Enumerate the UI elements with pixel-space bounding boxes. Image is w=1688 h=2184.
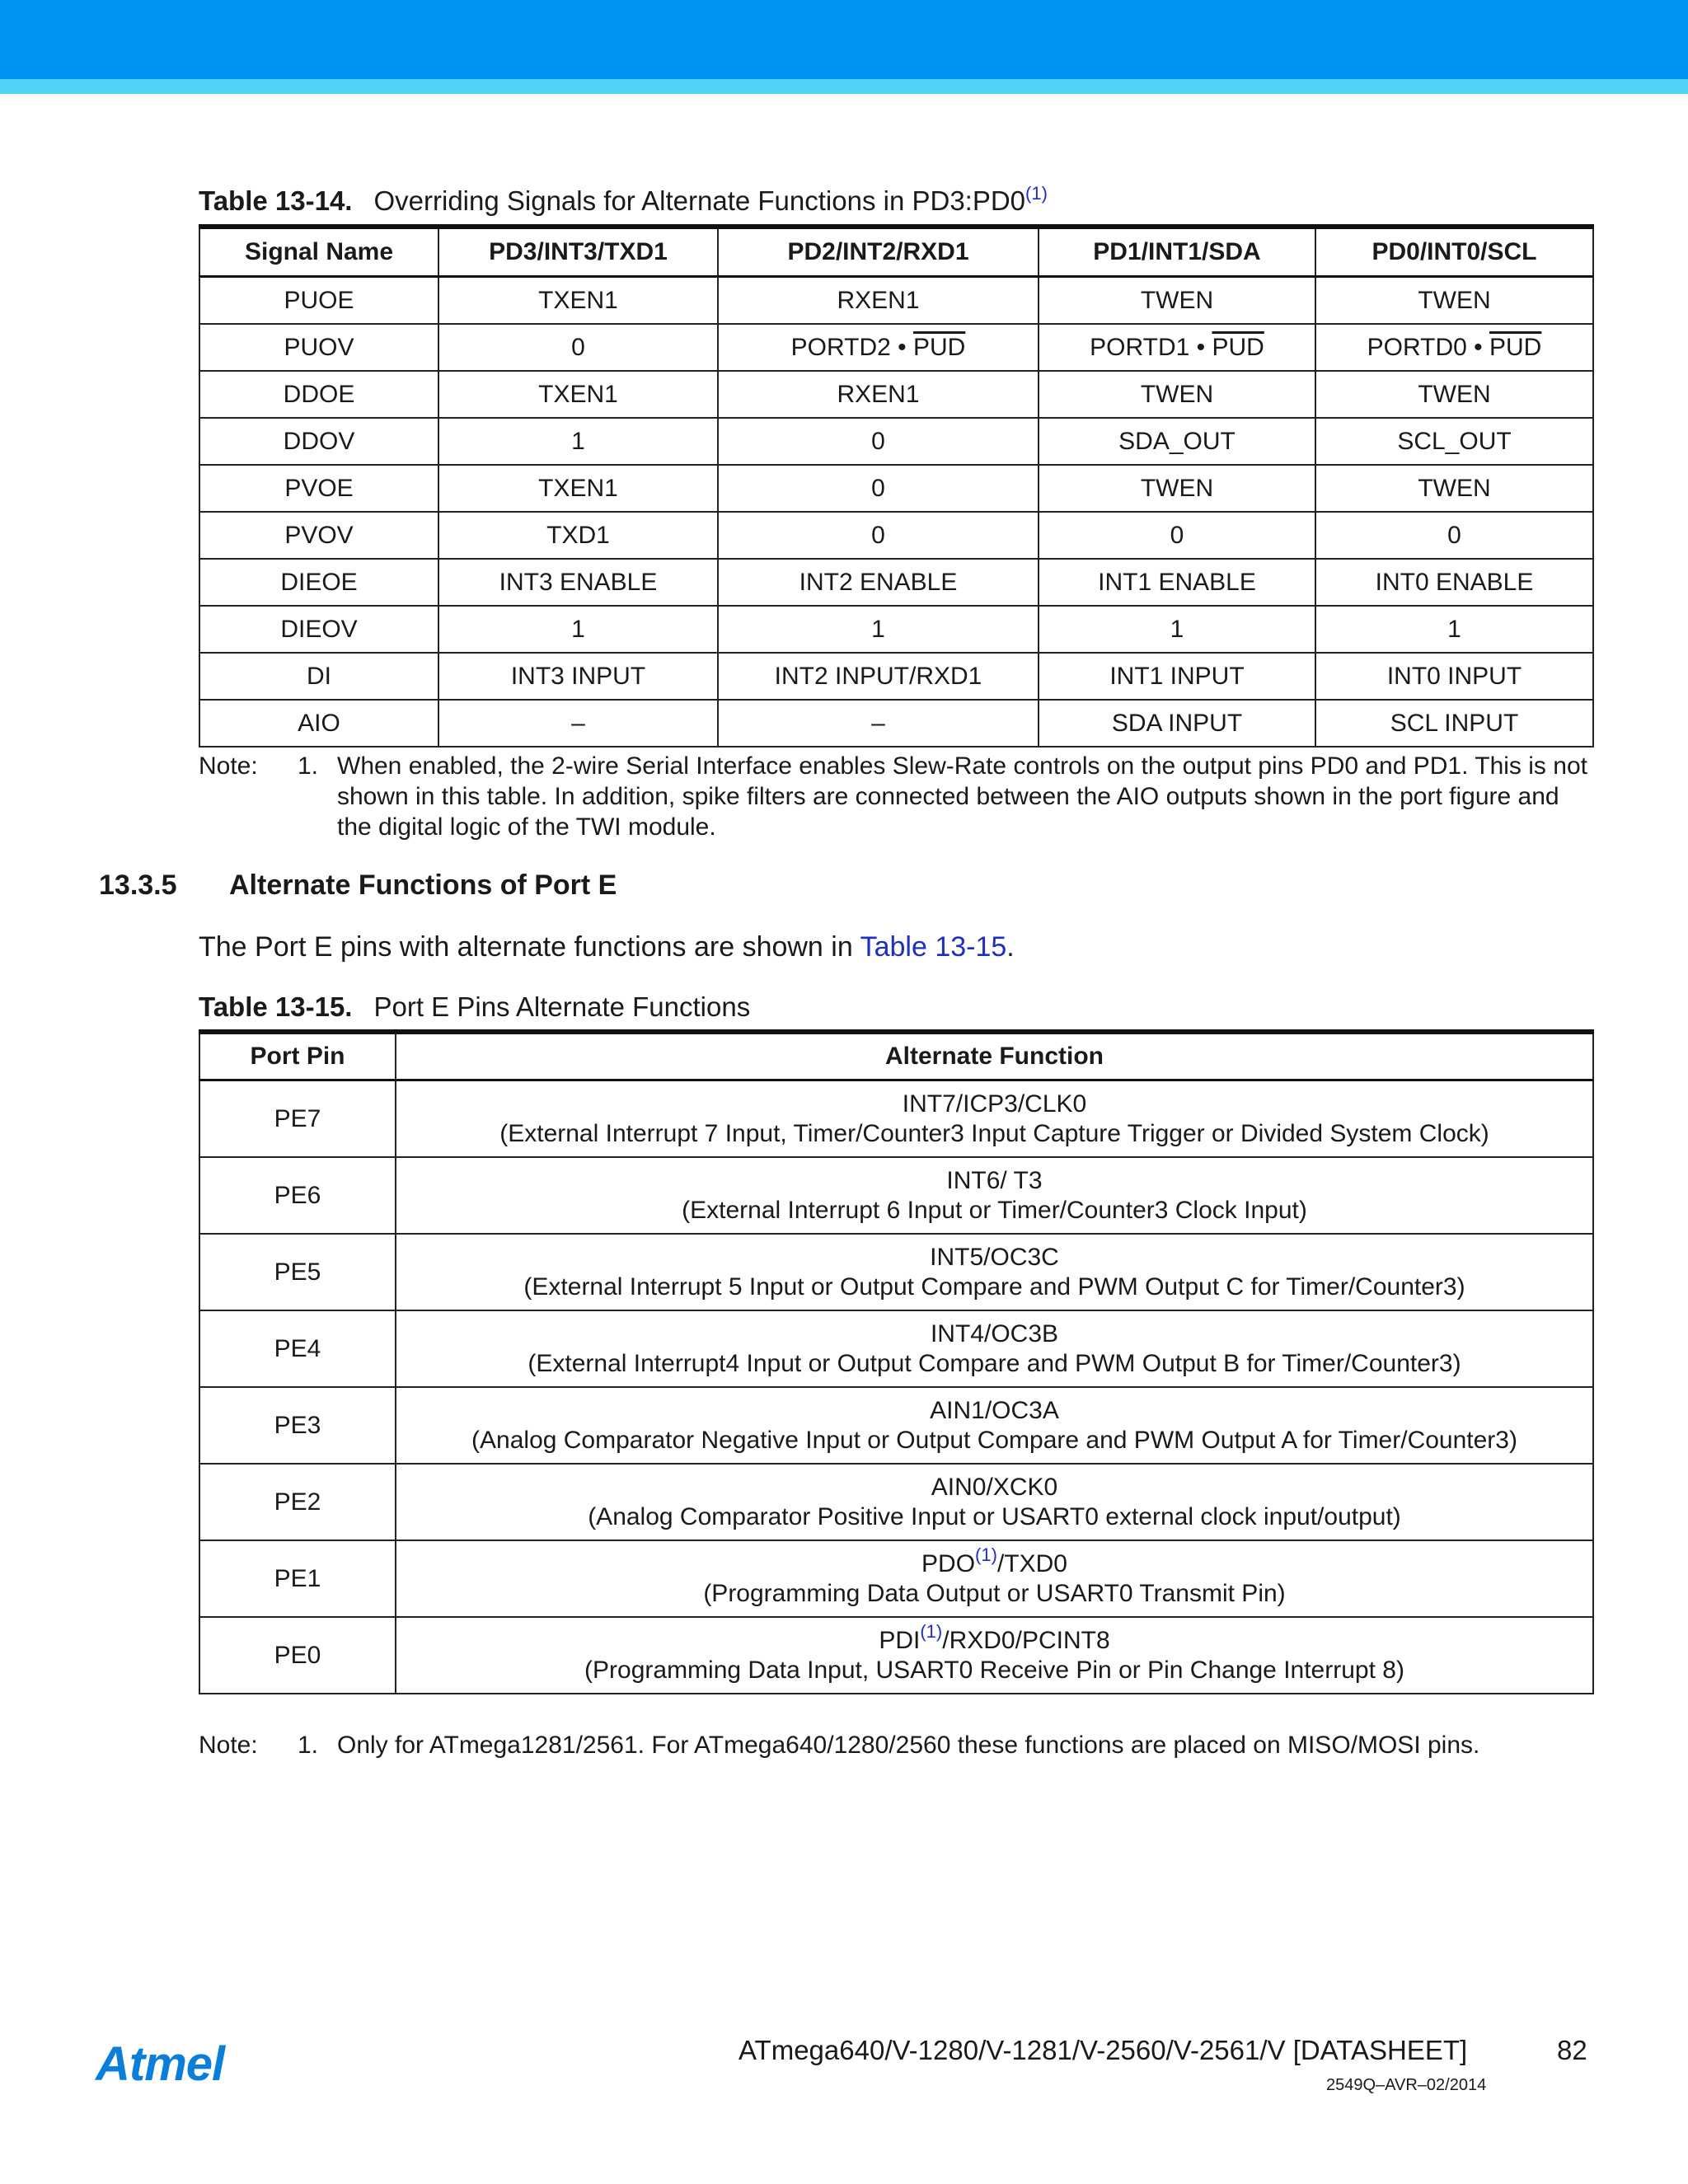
table-cell: TWEN <box>1315 371 1593 418</box>
table-row <box>199 700 1593 747</box>
alternate-function-cell <box>396 1617 1593 1694</box>
alternate-function-cell <box>396 1387 1593 1464</box>
signal-name-cell: DIEOE <box>199 559 438 606</box>
page-number: 82 <box>1557 2035 1587 2065</box>
paragraph-end: . <box>1006 931 1015 963</box>
table-cell: INT2 ENABLE <box>718 559 1039 606</box>
table-cell: TWEN <box>1315 465 1593 512</box>
table-cell: 1 <box>438 606 718 653</box>
table-cell: 1 <box>1315 606 1593 653</box>
function-name <box>396 1166 1592 1196</box>
table-row <box>199 653 1593 700</box>
table-cell: SCL_OUT <box>1315 418 1593 465</box>
table-cell: 0 <box>1315 512 1593 559</box>
table-cell: 1 <box>1039 606 1315 653</box>
function-description: (Analog Comparator Positive Input or USART0 external clock input/output) <box>588 1502 1401 1530</box>
table-header-row <box>199 227 1593 277</box>
function-name <box>396 1396 1592 1426</box>
table-cell: 0 <box>718 512 1039 559</box>
signal-name-cell: PVOE <box>199 465 438 512</box>
function-text: INT4/OC3B <box>930 1319 1059 1347</box>
document-title: ATmega640/V-1280/V-1281/V-2560/V-2561/V [DATASHEET] <box>738 2035 1468 2065</box>
cell-text: PORTD1 • <box>1090 333 1212 361</box>
note-number: 1. <box>298 1732 319 1759</box>
section-number: 13.3.5 <box>99 869 177 901</box>
document-code: 2549Q–AVR–02/2014 <box>1326 2076 1487 2094</box>
footnote-ref[interactable]: (1) <box>975 1544 997 1565</box>
table-cell: INT2 INPUT/RXD1 <box>718 653 1039 700</box>
port-pin-cell: PE3 <box>199 1387 396 1464</box>
table-cell: INT1 ENABLE <box>1039 559 1315 606</box>
function-text: INT7/ICP3/CLK0 <box>902 1090 1087 1118</box>
alternate-function-cell <box>396 1234 1593 1310</box>
table-cell: TWEN <box>1315 277 1593 325</box>
function-text: AIN0/XCK0 <box>931 1473 1058 1501</box>
table-cell: SCL INPUT <box>1315 700 1593 747</box>
function-name <box>396 1473 1592 1502</box>
table-cell: TXD1 <box>438 512 718 559</box>
table-row <box>199 1157 1593 1234</box>
table-cell: TXEN1 <box>438 371 718 418</box>
table-row <box>199 606 1593 653</box>
caption-number: Table 13-15. <box>199 991 353 1022</box>
header-stripe <box>0 79 1688 94</box>
table-13-14-note <box>199 751 1592 842</box>
table-row <box>199 465 1593 512</box>
column-header: PD0/INT0/SCL <box>1315 227 1593 277</box>
caption-number: Table 13-14. <box>199 185 353 216</box>
function-text: INT6/ T3 <box>946 1166 1043 1194</box>
function-description: (Analog Comparator Negative Input or Output Compare and PWM Output A for Timer/Counter3) <box>471 1426 1517 1454</box>
footnote-ref[interactable]: (1) <box>1025 183 1048 204</box>
table-cell: INT1 INPUT <box>1039 653 1315 700</box>
alternate-function-cell <box>396 1464 1593 1540</box>
function-text: PDI <box>879 1626 921 1654</box>
table-row <box>199 1310 1593 1387</box>
table-cell <box>1039 324 1315 371</box>
table-cell: TXEN1 <box>438 465 718 512</box>
port-pin-cell: PE1 <box>199 1540 396 1617</box>
note-label: Note: <box>199 752 258 780</box>
table-13-14-caption <box>199 185 1592 218</box>
function-description: (Programming Data Output or USART0 Transmit Pin) <box>703 1579 1286 1607</box>
function-text: AIN1/OC3A <box>930 1396 1059 1424</box>
atmel-logo: Atmel <box>96 2037 225 2091</box>
column-header: Alternate Function <box>396 1032 1593 1080</box>
table-row <box>199 1387 1593 1464</box>
table-13-15-caption <box>199 991 1592 1024</box>
table-row <box>199 277 1593 325</box>
function-text: INT5/OC3C <box>930 1243 1059 1271</box>
pud-overline: $\overline{PUD}$ <box>1489 333 1542 361</box>
function-description: (External Interrupt 5 Input or Output Compare and PWM Output C for Timer/Counter3) <box>523 1272 1465 1301</box>
function-description: (External Interrupt 7 Input, Timer/Counter3 Input Capture Trigger or Divided System Clock) <box>499 1119 1489 1147</box>
column-header: Signal Name <box>199 227 438 277</box>
function-name <box>396 1319 1592 1349</box>
port-pin-cell: PE0 <box>199 1617 396 1694</box>
table-cell: INT3 ENABLE <box>438 559 718 606</box>
note-text: Only for ATmega1281/2561. For ATmega640/1280/2560 these functions are placed on MISO/MOSI pins. <box>337 1732 1480 1759</box>
table-cell: INT0 ENABLE <box>1315 559 1593 606</box>
table-row <box>199 559 1593 606</box>
table-cell: 0 <box>718 465 1039 512</box>
alternate-function-cell <box>396 1080 1593 1158</box>
table-cell: 1 <box>718 606 1039 653</box>
alternate-function-cell <box>396 1157 1593 1234</box>
signal-name-cell: DDOV <box>199 418 438 465</box>
function-text-rest: /RXD0/PCINT8 <box>942 1626 1110 1654</box>
table-cell: 0 <box>1039 512 1315 559</box>
function-text-rest: /TXD0 <box>996 1549 1067 1577</box>
table-link[interactable]: Table 13-15 <box>860 931 1007 963</box>
column-header: PD2/INT2/RXD1 <box>718 227 1039 277</box>
function-name <box>396 1090 1592 1119</box>
function-name <box>396 1544 1592 1579</box>
function-description: (Programming Data Input, USART0 Receive Pin or Pin Change Interrupt 8) <box>584 1656 1404 1684</box>
note-text: When enabled, the 2-wire Serial Interface enables Slew-Rate controls on the output pins PD0 and PD1. This is not shown in this table. In addition, spike filters are connected between the AIO outputs shown in the port figure and the digital logic of the TWI module. <box>337 752 1587 841</box>
alternate-function-cell <box>396 1310 1593 1387</box>
table-cell <box>718 324 1039 371</box>
cell-text: PORTD2 • <box>790 333 913 361</box>
body-paragraph <box>199 930 1015 964</box>
port-pin-cell: PE5 <box>199 1234 396 1310</box>
table-row <box>199 324 1593 371</box>
alternate-function-cell <box>396 1540 1593 1617</box>
section-title: Alternate Functions of Port E <box>229 869 617 901</box>
table-row <box>199 1540 1593 1617</box>
note-label: Note: <box>199 1732 258 1759</box>
table-row <box>199 371 1593 418</box>
table-cell: SDA INPUT <box>1039 700 1315 747</box>
pud-overline: $\overline{PUD}$ <box>912 333 966 361</box>
signal-name-cell: PUOV <box>199 324 438 371</box>
signal-name-cell: PUOE <box>199 277 438 325</box>
table-cell: 0 <box>438 324 718 371</box>
table-cell: TWEN <box>1039 371 1315 418</box>
table-cell: INT3 INPUT <box>438 653 718 700</box>
signal-name-cell: DDOE <box>199 371 438 418</box>
signal-name-cell: PVOV <box>199 512 438 559</box>
port-pin-cell: PE4 <box>199 1310 396 1387</box>
table-header-row <box>199 1032 1593 1080</box>
table-cell: TWEN <box>1039 465 1315 512</box>
cell-text: PORTD0 • <box>1367 333 1489 361</box>
table-cell: TWEN <box>1039 277 1315 325</box>
paragraph-text: The Port E pins with alternate functions are shown in <box>199 931 860 963</box>
port-pin-cell: PE6 <box>199 1157 396 1234</box>
note-number: 1. <box>298 752 319 780</box>
header-bar <box>0 0 1688 79</box>
port-pin-cell: PE2 <box>199 1464 396 1540</box>
table-row <box>199 1234 1593 1310</box>
table-13-15-note <box>199 1730 1592 1760</box>
table-cell: RXEN1 <box>718 277 1039 325</box>
column-header: PD3/INT3/TXD1 <box>438 227 718 277</box>
column-header: Port Pin <box>199 1032 396 1080</box>
table-row <box>199 1080 1593 1158</box>
signal-name-cell: DIEOV <box>199 606 438 653</box>
table-cell <box>1315 324 1593 371</box>
signal-name-cell: DI <box>199 653 438 700</box>
table-cell: INT0 INPUT <box>1315 653 1593 700</box>
function-text: PDO <box>921 1549 976 1577</box>
table-row <box>199 1464 1593 1540</box>
function-name <box>396 1620 1592 1656</box>
caption-title: Port E Pins Alternate Functions <box>373 991 751 1022</box>
port-pin-cell: PE7 <box>199 1080 396 1158</box>
caption-title: Overriding Signals for Alternate Functions in PD3:PD0 <box>373 185 1026 216</box>
function-description: (External Interrupt4 Input or Output Compare and PWM Output B for Timer/Counter3) <box>528 1349 1461 1377</box>
signal-name-cell: AIO <box>199 700 438 747</box>
table-cell: 0 <box>718 418 1039 465</box>
table-row <box>199 512 1593 559</box>
table-cell: SDA_OUT <box>1039 418 1315 465</box>
table-cell: TXEN1 <box>438 277 718 325</box>
table-cell: 1 <box>438 418 718 465</box>
table-row <box>199 1617 1593 1694</box>
table-13-14 <box>199 224 1592 748</box>
column-header: PD1/INT1/SDA <box>1039 227 1315 277</box>
pud-overline: $\overline{PUD}$ <box>1212 333 1264 361</box>
function-description: (External Interrupt 6 Input or Timer/Counter3 Clock Input) <box>682 1196 1307 1224</box>
footnote-ref[interactable]: (1) <box>920 1620 943 1642</box>
function-name <box>396 1243 1592 1272</box>
table-cell: – <box>718 700 1039 747</box>
table-cell: RXEN1 <box>718 371 1039 418</box>
table-13-15 <box>199 1029 1592 1694</box>
section-heading <box>99 869 617 902</box>
table-cell: – <box>438 700 718 747</box>
table-row <box>199 418 1593 465</box>
